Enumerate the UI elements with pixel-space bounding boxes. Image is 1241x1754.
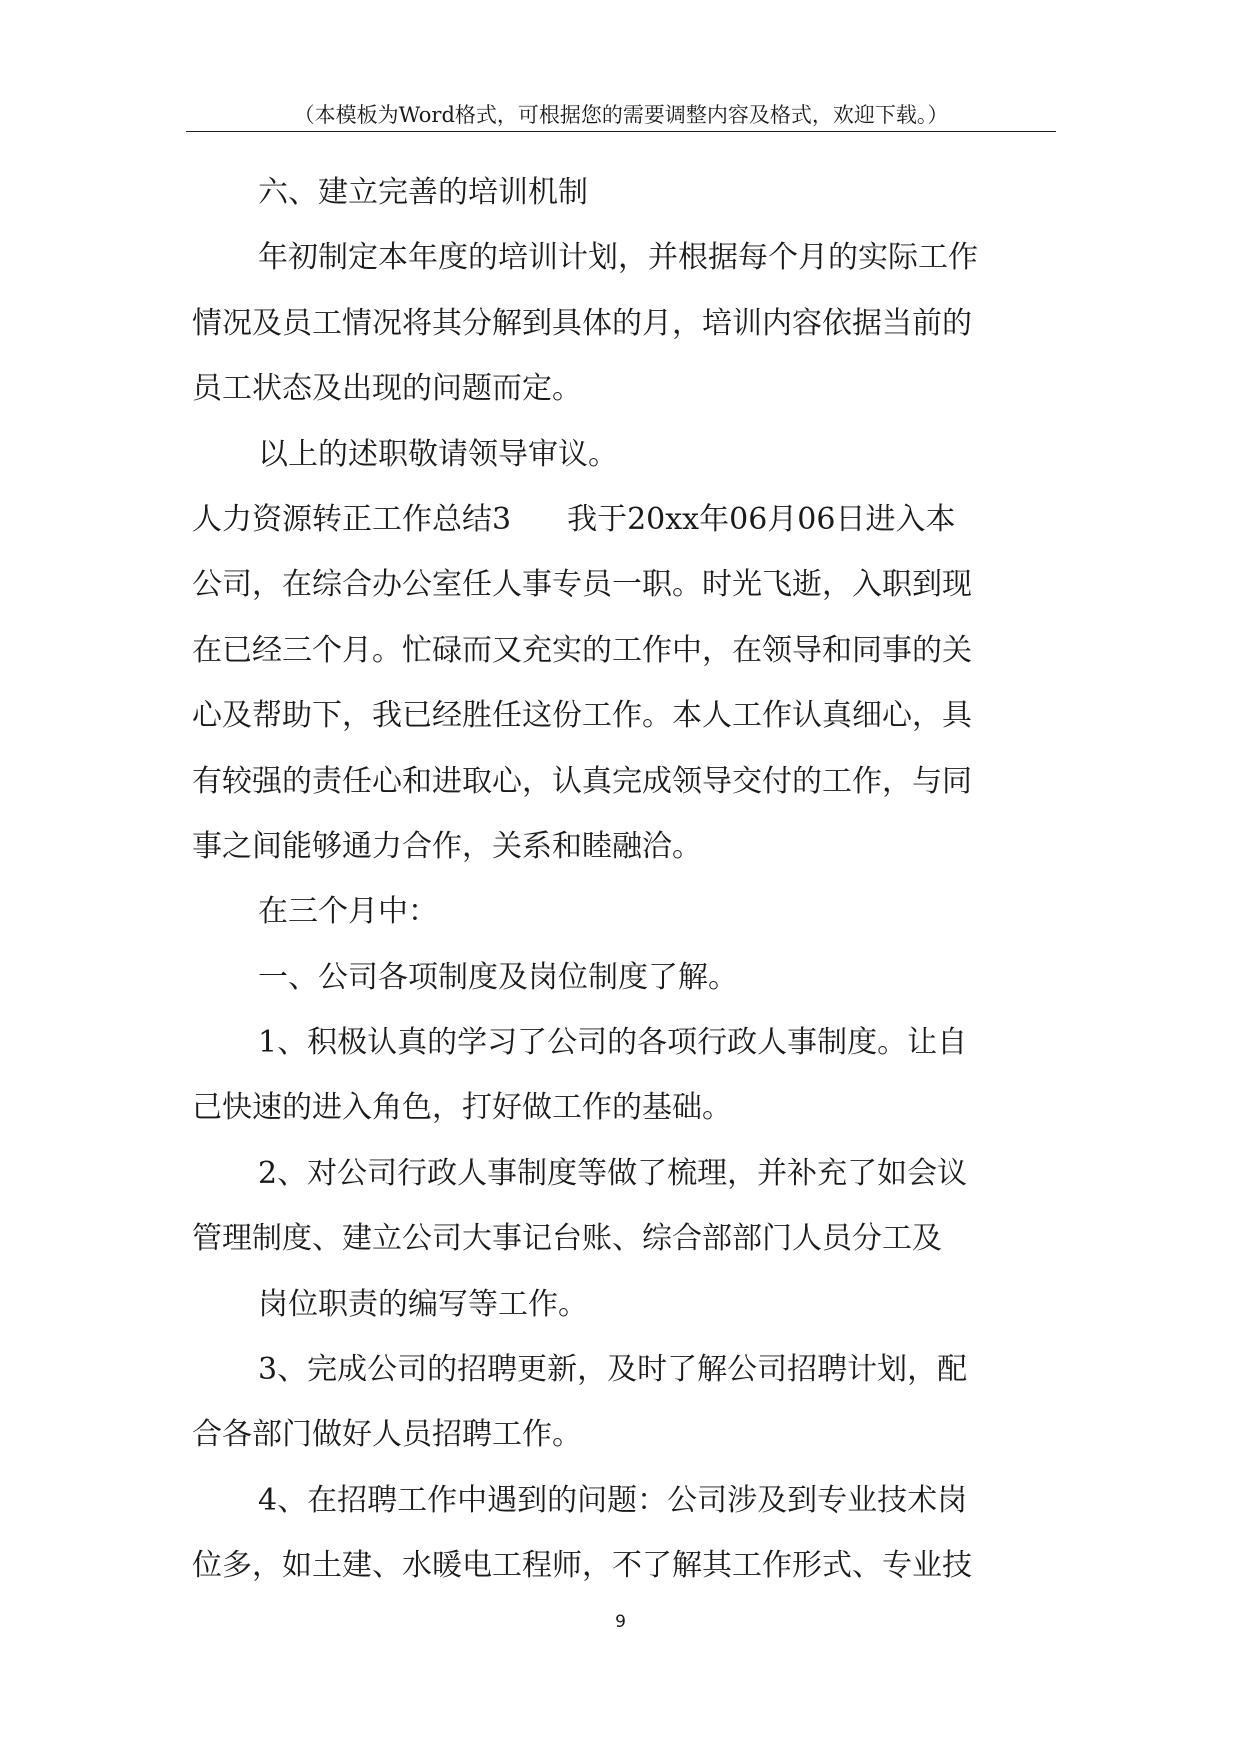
paragraph-line: 己快速的进入角色，打好做工作的基础。 [192, 1090, 732, 1126]
paragraph-line: 在已经三个月。忙碌而又充实的工作中，在领导和同事的关 [192, 632, 972, 668]
paragraph-line: 位多，如土建、水暖电工程师，不了解其工作形式、专业技 [192, 1548, 972, 1584]
document-header-note: （本模板为Word格式，可根据您的需要调整内容及格式，欢迎下载。） [293, 103, 949, 127]
section-heading: 一、公司各项制度及岗位制度了解。 [258, 959, 738, 995]
paragraph-line: 事之间能够通力合作，关系和睦融洽。 [192, 828, 702, 864]
paragraph-line: 2、对公司行政人事制度等做了梳理，并补充了如会议 [258, 1155, 968, 1191]
paragraph-line: 在三个月中： [258, 894, 438, 930]
paragraph-line: 公司，在综合办公室任人事专员一职。时光飞逝，入职到现 [192, 567, 972, 603]
document-title: 人力资源转正工作总结3 [192, 501, 512, 537]
page-number: 9 [615, 1612, 626, 1632]
paragraph-line: 员工状态及出现的问题而定。 [192, 371, 582, 407]
paragraph-line: 3、完成公司的招聘更新，及时了解公司招聘计划，配 [258, 1352, 968, 1388]
paragraph-line: 以上的述职敬请领导审议。 [258, 436, 618, 472]
section-heading: 六、建立完善的培训机制 [258, 175, 588, 210]
paragraph-line: 合各部门做好人员招聘工作。 [192, 1417, 582, 1453]
paragraph-line: 管理制度、建立公司大事记台账、综合部部门人员分工及 [192, 1221, 942, 1257]
paragraph-line [192, 487, 1052, 552]
header-divider [186, 131, 1056, 132]
paragraph-line: 心及帮助下，我已经胜任这份工作。本人工作认真细心，具 [192, 698, 972, 734]
paragraph-line: 情况及员工情况将其分解到具体的月，培训内容依据当前的 [192, 305, 972, 341]
paragraph-line: 岗位职责的编写等工作。 [258, 1286, 588, 1322]
paragraph-line: 有较强的责任心和进取心，认真完成领导交付的工作，与同 [192, 763, 972, 799]
paragraph-text: 我于20xx年06月06日进入本 [567, 501, 956, 537]
paragraph-line: 1、积极认真的学习了公司的各项行政人事制度。让自 [258, 1025, 968, 1061]
paragraph-line: 年初制定本年度的培训计划，并根据每个月的实际工作 [258, 240, 978, 276]
document-body [192, 160, 1052, 1599]
paragraph-line: 4、在招聘工作中遇到的问题：公司涉及到专业技术岗 [258, 1482, 968, 1518]
